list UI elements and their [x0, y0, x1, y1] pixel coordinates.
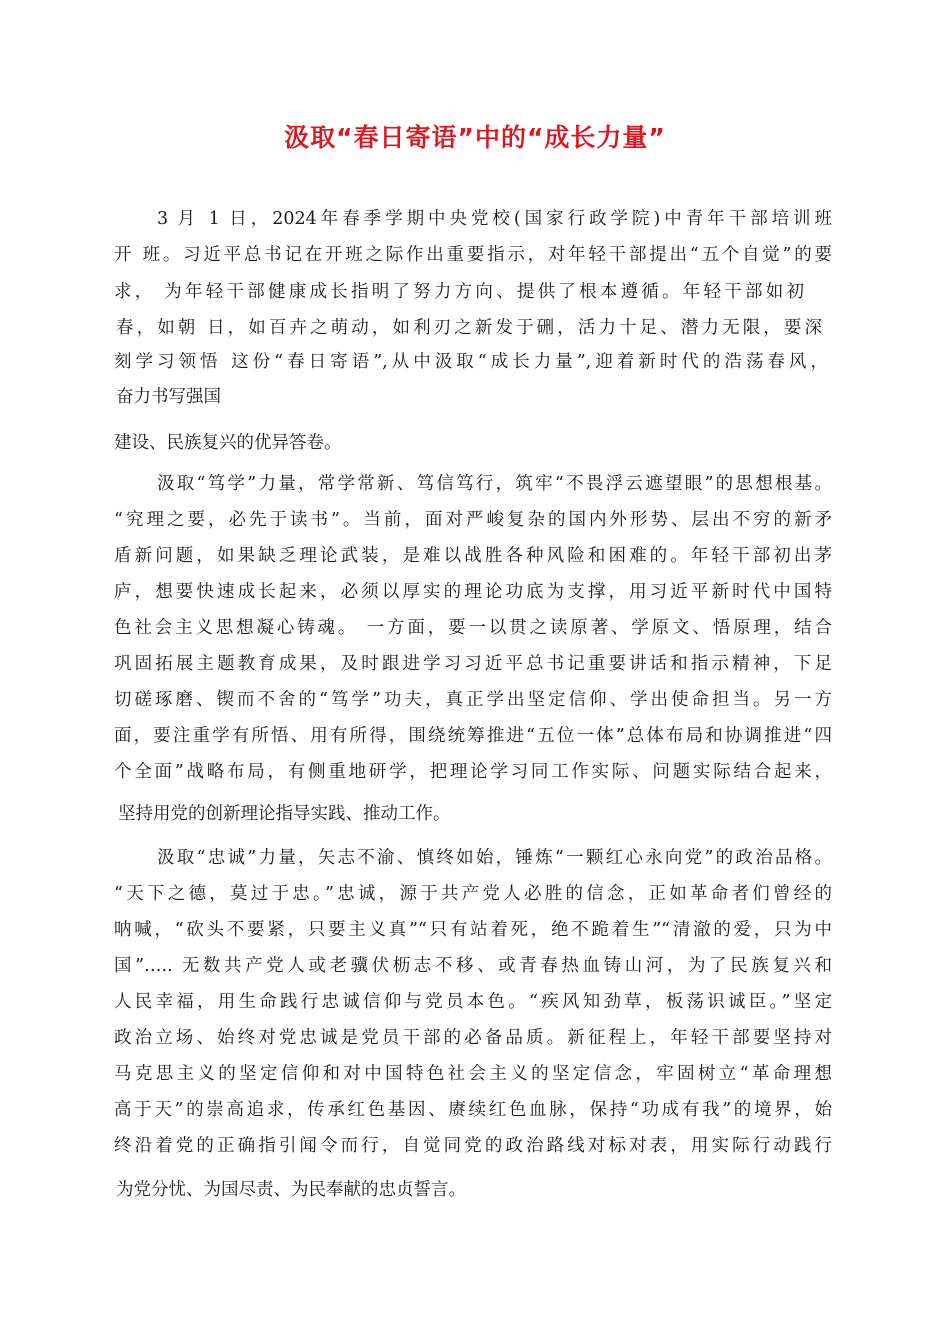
paragraph-1-line-1: 3 月 1 日，2024年春季学期中央党校(国家行政学院)中青年干部培训班 — [157, 209, 832, 229]
paragraph-3-line-9: 终沿着党的正确指引闻令而行，自觉同党的政治路线对标对表，用实际行动践行 — [114, 1136, 832, 1156]
paragraph-3-line-1: 汲取“忠诚”力量，矢志不渝、慎终如始，锤炼“一颗红心永向党”的政治品格。 — [157, 848, 832, 868]
paragraph-3-line-10: 为党分忧、为国尽责、为民奉献的忠贞誓言。 — [116, 1180, 466, 1200]
paragraph-2-line-6: 巩固拓展主题教育成果，及时跟进学习习近平总书记重要讲话和指示精神，下足 — [114, 654, 832, 674]
paragraph-1-line-5: 刻学习领悟 这份“春日寄语”,从中汲取“成长力量”,迎着新时代的浩荡春风， — [114, 352, 828, 372]
paragraph-3-line-2: “天下之德，莫过于忠。”忠诚，源于共产党人必胜的信念，正如革命者们曾经的 — [114, 884, 832, 904]
paragraph-1-line-4: 春，如朝 日，如百卉之萌动，如利刃之新发于硎，活力十足、潜力无限，要深 — [116, 318, 822, 338]
paragraph-2-line-7: 切磋琢磨、锲而不舍的“笃学”功夫，真正学出坚定信仰、学出使命担当。另一方 — [114, 690, 832, 710]
paragraph-2-line-9: 个全面”战略布局，有侧重地研学，把理论学习同工作实际、问题实际结合起来， — [114, 762, 832, 782]
paragraph-2-line-8: 面，要注重学有所悟、用有所得，围绕统筹推进“五位一体”总体布局和协调推进“四 — [114, 726, 832, 746]
paragraph-2-line-10: 坚持用党的创新理论指导实践、推动工作。 — [118, 804, 451, 824]
paragraph-2-line-5: 色社会主义思想凝心铸魂。 一方面，要一以贯之读原著、学原文、悟原理，结合 — [114, 618, 832, 638]
document-title: 汲取“春日寄语”中的“成长力量” — [284, 123, 666, 152]
paragraph-1-line-2: 开 班。习近平总书记在开班之际作出重要指示，对年轻干部提出“五个自觉”的要 — [114, 245, 832, 265]
paragraph-2-line-2: “究理之要，必先于读书”。当前，面对严峻复杂的国内外形势、层出不穷的新矛 — [114, 510, 832, 530]
paragraph-2-line-4: 庐，想要快速成长起来，必须以厚实的理论功底为支撑，用习近平新时代中国特 — [114, 582, 832, 602]
paragraph-3-line-8: 高于天”的崇高追求，传承红色基因、赓续红色血脉，保持“功成有我”的境界，始 — [114, 1100, 832, 1120]
paragraph-3-line-4: 国”….. 无数共产党人或老骥伏枥志不移、或青春热血铸山河，为了民族复兴和 — [114, 956, 832, 976]
paragraph-3-line-6: 政治立场、始终对党忠诚是党员干部的必备品质。新征程上，年轻干部要坚持对 — [114, 1028, 832, 1048]
paragraph-1-line-3: 求， 为年轻干部健康成长指明了努力方向、提供了根本遵循。年轻干部如初 — [114, 282, 804, 302]
paragraph-1-line-7: 建设、民族复兴的优异答卷。 — [114, 433, 342, 453]
paragraph-3-line-5: 人民幸福，用生命践行忠诚信仰与党员本色。“疾风知劲草，板荡识诚臣。”坚定 — [114, 992, 832, 1012]
paragraph-2-line-1: 汲取“笃学”力量，常学常新、笃信笃行，筑牢“不畏浮云遮望眼”的思想根基。 — [157, 474, 832, 494]
paragraph-2-line-3: 盾新问题，如果缺乏理论武装，是难以战胜各种风险和困难的。年轻干部初出茅 — [114, 546, 832, 566]
paragraph-1-line-6: 奋力书写强国 — [116, 387, 221, 407]
paragraph-3-line-7: 马克思主义的坚定信仰和对中国特色社会主义的坚定信念，牢固树立“革命理想 — [114, 1064, 832, 1084]
paragraph-3-line-3: 呐喊，“砍头不要紧，只要主义真”“只有站着死，绝不跪着生”“清澈的爱，只为中 — [114, 920, 832, 940]
